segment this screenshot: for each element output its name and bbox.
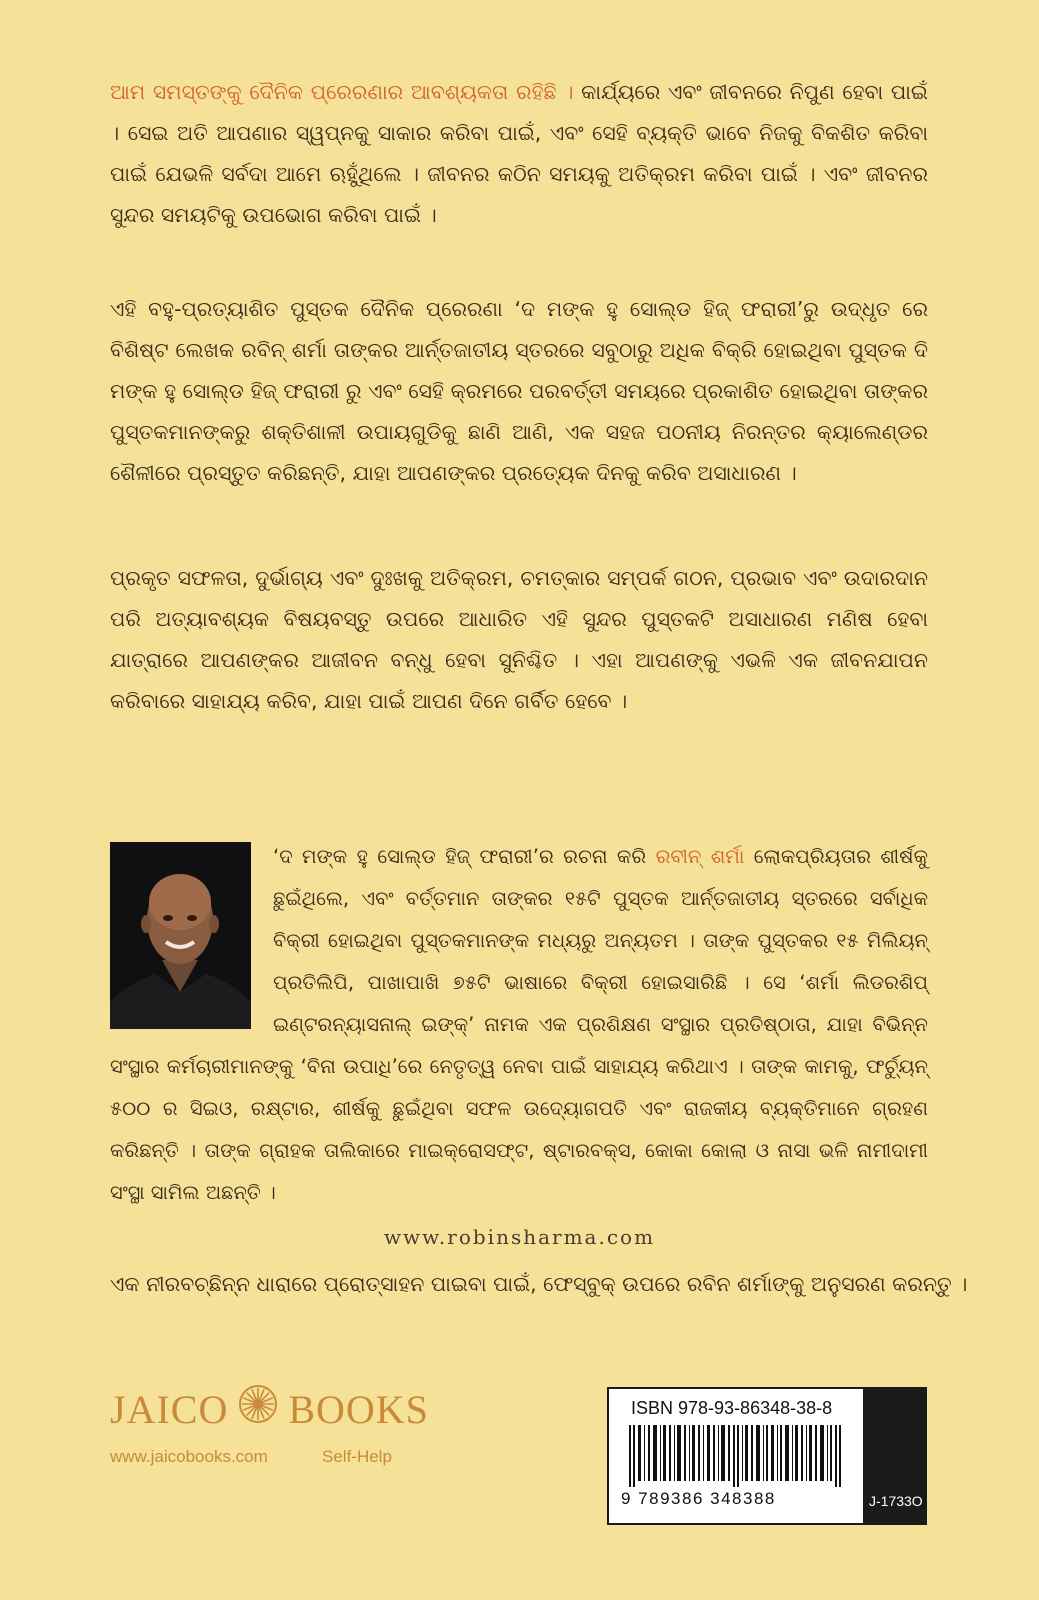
description-paragraph: ଏହି ବହୁ-ପ୍ରତ୍ୟାଶିତ ପୁସ୍ତକ ଦୈନିକ ପ୍ରେରଣା ‘ଦ ମଙ୍କ ହୁ ସୋଲ୍ଡ ହିଜ୍ ଫରାରୀ’ରୁ ଉଦ୍ଧୃତ ରେ ବିଶିଷ୍ଟ ଲେଖକ ରବିନ୍ ଶର୍ମା ତାଙ୍କର ଆର୍ନ୍ତଜାତୀୟ ସ୍ତରରେ ସବୁଠାରୁ ଅଧିକ ବିକ୍ରି ହୋଇଥିବା ପୁସ୍ତକ ଦି ମଙ୍କ ହୁ ସୋଲ୍ଡ ହିଜ୍ ଫରାରୀ ରୁ ଏବଂ ସେହି କ୍ରମରେ ପରବର୍ତ୍ତୀ ସମୟରେ ପ୍ରକାଶିତ ହୋଇଥିବା ତାଙ୍କର ପୁସ୍ତକମାନଙ୍କରୁ ଶକ୍ତିଶାଳୀ ଉପାୟଗୁଡିକୁ ଛାଣି ଆଣି, ଏକ ସହଜ ପଠନୀୟ ନିରନ୍ତର କ୍ୟାଲେଣ୍ଡର ଶୈଳୀରେ ପ୍ରସ୍ତୁତ କରିଛନ୍ତି, ଯାହା ଆପଣଙ୍କର ପ୍ରତ୍ୟେକ ଦିନକୁ କରିବ ଅସାଧାରଣ । <box>110 297 928 485</box>
publisher-name-left: JAICO <box>110 1386 229 1432</box>
author-name: ରବୀନ୍ ଶର୍ମା <box>655 845 745 868</box>
publisher-name-right: BOOKS <box>288 1386 429 1432</box>
bio-post: ଲୋକପ୍ରିୟତାର ଶୀର୍ଷକୁ ଛୁଇଁଥିଲେ, ଏବଂ ବର୍ତ୍ତମାନ ତାଙ୍କର ୧୫ଟି ପୁସ୍ତକ ଆର୍ନ୍ତଜାତୀୟ ସ୍ତରରେ ସର୍ବାଧିକ ବିକ୍ରୀ ହୋଇଥିବା ପୁସ୍ତକମାନଙ୍କ ମଧ୍ୟରୁ ଅନ୍ୟତମ । ତାଙ୍କ ପୁସ୍ତକର ୧୫ ମିଲିୟନ୍ ପ୍ରତିଲିପି, ପାଖାପାଖି ୭୫ଟି ଭାଷାରେ ବିକ୍ରୀ ହୋଇସାରିଛି । ସେ ‘ଶର୍ମା ଲିଡରଶିପ୍ ଇଣ୍ଟରନ୍ୟାସନାଲ୍ ଇଙ୍କ୍’ ନାମକ ଏକ ପ୍ରଶିକ୍ଷଣ ସଂସ୍ଥାର ପ୍ରତିଷ୍ଠାତା, ଯାହା ବିଭିନ୍ନ ସଂସ୍ଥାର କର୍ମଚାରୀମାନଙ୍କୁ ‘ବିନା ଉପାଧି’ରେ ନେତୃତ୍ୱ ନେବା ପାଇଁ ସାହାଯ୍ୟ କରିଥାଏ । ତାଙ୍କ କାମକୁ, ଫର୍ଚ୍ୟୁନ୍ ୫୦୦ ର ସିଇଓ, ରକ୍ଷ୍ଟାର, ଶୀର୍ଷକୁ ଛୁଇଁଥିବା ସଫଳ ଉଦ୍ୟୋଗପତି ଏବଂ ରାଜକୀୟ ବ୍ୟକ୍ତିମାନେ ଗ୍ରହଣ କରିଛନ୍ତି । ତାଙ୍କ ଗ୍ରାହକ ତାଲିକାରେ ମାଇକ୍ରୋସଫ୍ଟ, ଷ୍ଟାରବକ୍ସ, କୋକା କୋଲା ଓ ନାସା ଭଳି ନାମୀଦାମୀ ସଂସ୍ଥା ସାମିଲ ଅଛନ୍ତି । <box>110 845 928 1204</box>
intro-paragraph <box>110 72 928 236</box>
barcode-digits: 9 789386 348388 <box>621 1489 776 1508</box>
author-website: www.robinsharma.com <box>383 1225 656 1249</box>
intro-highlight: ଆମ ସମସ୍ତଙ୍କୁ ଦୈନିକ ପ୍ରେରଣାର ଆବଶ୍ୟକତା ରହିଛି । <box>110 80 574 104</box>
bio-pre: ‘ଦ ମଙ୍କ ହୁ ସୋଲ୍ଡ ହିଜ୍ ଫରାରୀ’ର ରଚନା କରି <box>273 845 656 868</box>
follow-text: ଏକ ନୀରବଚ୍ଛିନ୍ନ ଧାରାରେ ପ୍ରୋତ୍ସାହନ ପାଇବା ପାଇଁ, ଫେସ୍‌ବୁକ୍ ଉପରେ ରବିନ ଶର୍ମାଙ୍କୁ ଅନୁସରଣ କରନ୍ତୁ । <box>110 1272 968 1296</box>
product-code: J-1733O <box>869 1493 923 1509</box>
author-photo <box>110 842 251 1029</box>
genre-label: Self-Help <box>322 1447 392 1466</box>
barcode-icon <box>625 1425 850 1487</box>
isbn-label: ISBN 978-93-86348-38-8 <box>631 1398 833 1418</box>
intro-text: କାର୍ଯ୍ୟରେ ଏବଂ ଜୀବନରେ ନିପୁଣ ହେବା ପାଇଁ । ସେଇ ଅତି ଆପଣାର ସ୍ୱପ୍ନକୁ ସାକାର କରିବା ପାଇଁ, ଏବଂ ସେହି ବ୍ୟକ୍ତି ଭାବେ ନିଜକୁ ବିକଶିତ କରିବା ପାଇଁ ଯେଭଳି ସର୍ବଦା ଆମେ ଋହୁଁଥିଲେ । ଜୀବନର କଠିନ ସମୟକୁ ଅତିକ୍ରମ କରିବା ପାଇଁ । ଏବଂ ଜୀବନର ସୁନ୍ଦର ସମୟଟିକୁ ଉପଭୋଗ କରିବା ପାଇଁ । <box>110 80 928 227</box>
publisher-logo <box>110 1384 429 1434</box>
barcode-block <box>607 1387 927 1525</box>
publisher-url: www.jaicobooks.com <box>110 1447 268 1466</box>
barcode-side-panel <box>863 1389 925 1523</box>
sun-wheel-icon <box>238 1384 278 1434</box>
topics-paragraph: ପ୍ରକୃତ ସଫଳତା, ଦୁର୍ଭାଗ୍ୟ ଏବଂ ଦୁଃଖକୁ ଅତିକ୍ରମ, ଚମତ୍କାର ସମ୍ପର୍କ ଗଠନ, ପ୍ରଭାବ ଏବଂ ଉଦାରଦାନ ପରି ଅତ୍ୟାବଶ୍ୟକ ବିଷୟବସ୍ତୁ ଉପରେ ଆଧାରିତ ଏହି ସୁନ୍ଦର ପୁସ୍ତକଟି ଅସାଧାରଣ ମଣିଷ ହେବା ଯାତ୍ରାରେ ଆପଣଙ୍କର ଆଜୀବନ ବନ୍ଧୁ ହେବା ସୁନିଶ୍ଚିତ । ଏହା ଆପଣଙ୍କୁ ଏଭଳି ଏକ ଜୀବନଯାପନ କରିବାରେ ସାହାଯ୍ୟ କରିବ, ଯାହା ପାଇଁ ଆପଣ ଦିନେ ଗର୍ବିତ ହେବେ । <box>110 566 928 713</box>
